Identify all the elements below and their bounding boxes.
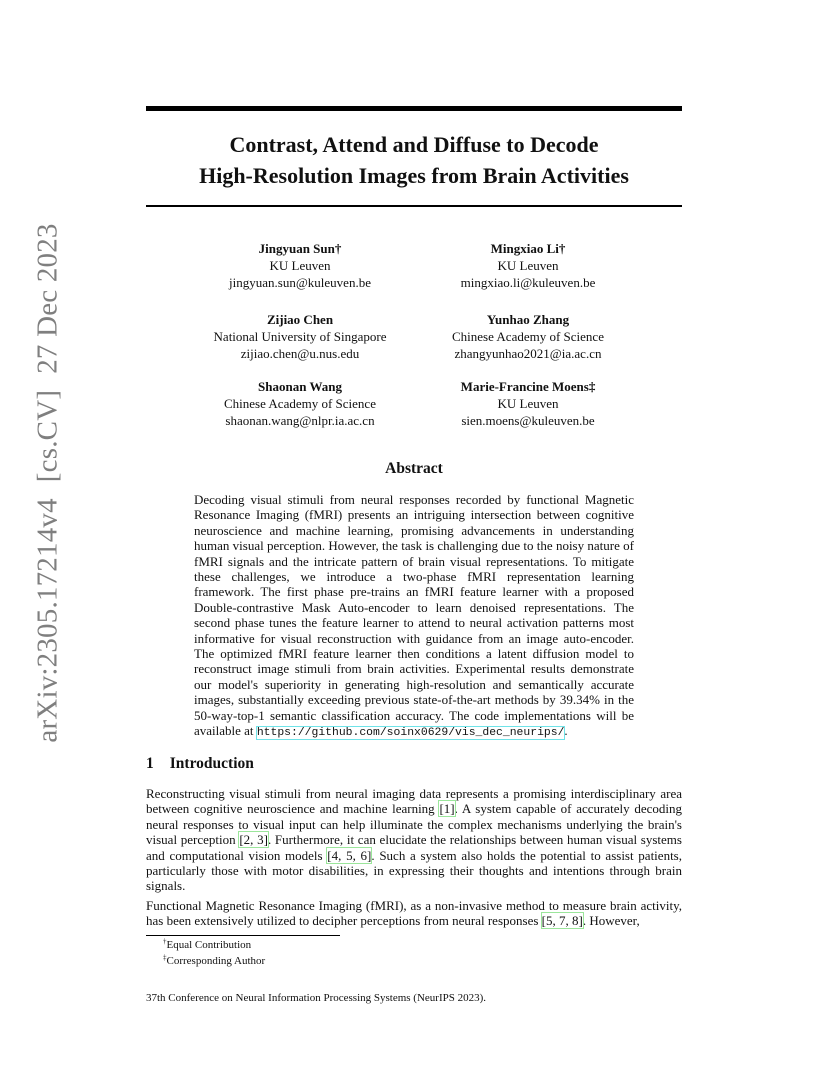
conference-note: 37th Conference on Neural Information Processing Systems (NeurIPS 2023).	[146, 992, 487, 1004]
paragraph-text: . A system capable of accurately decoding neural responses to visual input can help illuminate the complex mechanisms underlying the brain's visual perception	[146, 801, 682, 848]
code-link[interactable]: https://github.com/soinx0629/vis_dec_neurips/	[256, 727, 565, 740]
footnote-mark: †	[163, 937, 167, 946]
abstract-end: .	[564, 723, 568, 739]
intro-paragraph-2	[146, 898, 682, 929]
author-block	[394, 378, 662, 429]
footnote	[163, 938, 251, 952]
paper-title	[146, 129, 682, 191]
author-name: Yunhao Zhang	[486, 312, 570, 327]
author-affiliation: Chinese Academy of Science	[452, 329, 604, 344]
citation-link[interactable]: [1]	[439, 801, 455, 817]
author-affiliation: National University of Singapore	[213, 329, 387, 344]
author-name: Jingyuan Sun†	[258, 241, 342, 256]
title-line-1: Contrast, Attend and Diffuse to Decode	[229, 132, 599, 157]
citation-link[interactable]: [4, 5, 6]	[327, 847, 372, 863]
author-email[interactable]: jingyuan.sun@kuleuven.be	[229, 275, 371, 290]
footnote-mark: ‡	[163, 953, 167, 962]
footnote-text: Equal Contribution	[166, 939, 252, 951]
footnote-text: Corresponding Author	[166, 955, 266, 967]
author-email[interactable]: zijiao.chen@u.nus.edu	[240, 346, 360, 361]
arxiv-stamp	[32, 207, 65, 742]
title-bottom-rule	[146, 205, 682, 207]
section-title: Introduction	[169, 755, 254, 772]
abstract-heading: Abstract	[385, 460, 443, 477]
author-email[interactable]: mingxiao.li@kuleuven.be	[460, 275, 596, 290]
footnote	[163, 954, 265, 968]
citation-link[interactable]: [2, 3]	[239, 832, 268, 848]
author-name: Zijiao Chen	[266, 312, 334, 327]
author-email[interactable]: sien.moens@kuleuven.be	[461, 413, 595, 428]
author-name: Marie-Francine Moens‡	[460, 379, 596, 394]
author-email[interactable]: zhangyunhao2021@ia.ac.cn	[454, 346, 602, 361]
arxiv-date: 27 Dec 2023	[31, 223, 64, 374]
abstract-text: Decoding visual stimuli from neural responses recorded by functional Magnetic Resonance Imaging (fMRI) presents an intriguing intersection between cognitive neuroscience and machine learning, promising advancements in understanding human visual perception. However, the task is challenging due to the noisy nature of fMRI signals and the intricate pattern of brain visual representations. To mitigate these challenges, we introduce a two-phase fMRI representation learning framework. The first phase pre-trains an fMRI feature learner with a proposed Double-contrastive Mask Auto-encoder to learn denoised representations. The second phase tunes the feature learner to attend to neural activation patterns most informative for visual reconstruction with guidance from an image auto-encoder. The optimized fMRI feature learner then conditions a latent diffusion model to reconstruct image stimuli from brain activities. Experimental results demonstrate our model's superiority in generating high-resolution and semantically accurate images, substantially exceeding previous state-of-the-art methods by 39.34% in the 50-way-top-1 semantic classification accuracy. The code implementations will be available at	[194, 492, 634, 739]
section-number: 1	[146, 755, 154, 772]
citation-link[interactable]: [5, 7, 8]	[541, 913, 583, 929]
author-affiliation: Chinese Academy of Science	[224, 396, 376, 411]
paragraph-text: . Such a system also holds the potential to assist patients, particularly those with motor disabilities, in expressing their thoughts and intentions through brain signals.	[146, 847, 682, 894]
arxiv-category: [cs.CV]	[31, 389, 64, 483]
author-block	[394, 311, 662, 362]
footnote-rule	[146, 935, 340, 936]
intro-paragraph-1	[146, 786, 682, 894]
author-block	[394, 240, 662, 291]
author-affiliation: KU Leuven	[269, 258, 331, 273]
title-top-rule	[146, 106, 682, 111]
section-heading	[146, 755, 254, 773]
author-name: Mingxiao Li†	[490, 241, 566, 256]
author-name: Shaonan Wang	[258, 379, 342, 394]
paragraph-text: . Furthermore, it can elucidate the relationships between human visual systems and computational vision models	[146, 832, 682, 863]
author-affiliation: KU Leuven	[497, 258, 559, 273]
paragraph-text: Reconstructing visual stimuli from neural imaging data represents a promising interdisciplinary area between cognitive neuroscience and machine learning	[146, 786, 682, 817]
title-line-2: High-Resolution Images from Brain Activities	[199, 163, 629, 188]
paragraph-text: . However,	[582, 913, 640, 929]
author-email[interactable]: shaonan.wang@nlpr.ia.ac.cn	[225, 413, 375, 428]
paragraph-text: Functional Magnetic Resonance Imaging (fMRI), as a non-invasive method to measure brain activity, has been extensively utilized to decipher perceptions from neural responses	[146, 898, 682, 929]
abstract-body	[194, 492, 634, 742]
arxiv-id: arXiv:2305.17214v4	[31, 498, 64, 743]
author-affiliation: KU Leuven	[497, 396, 559, 411]
